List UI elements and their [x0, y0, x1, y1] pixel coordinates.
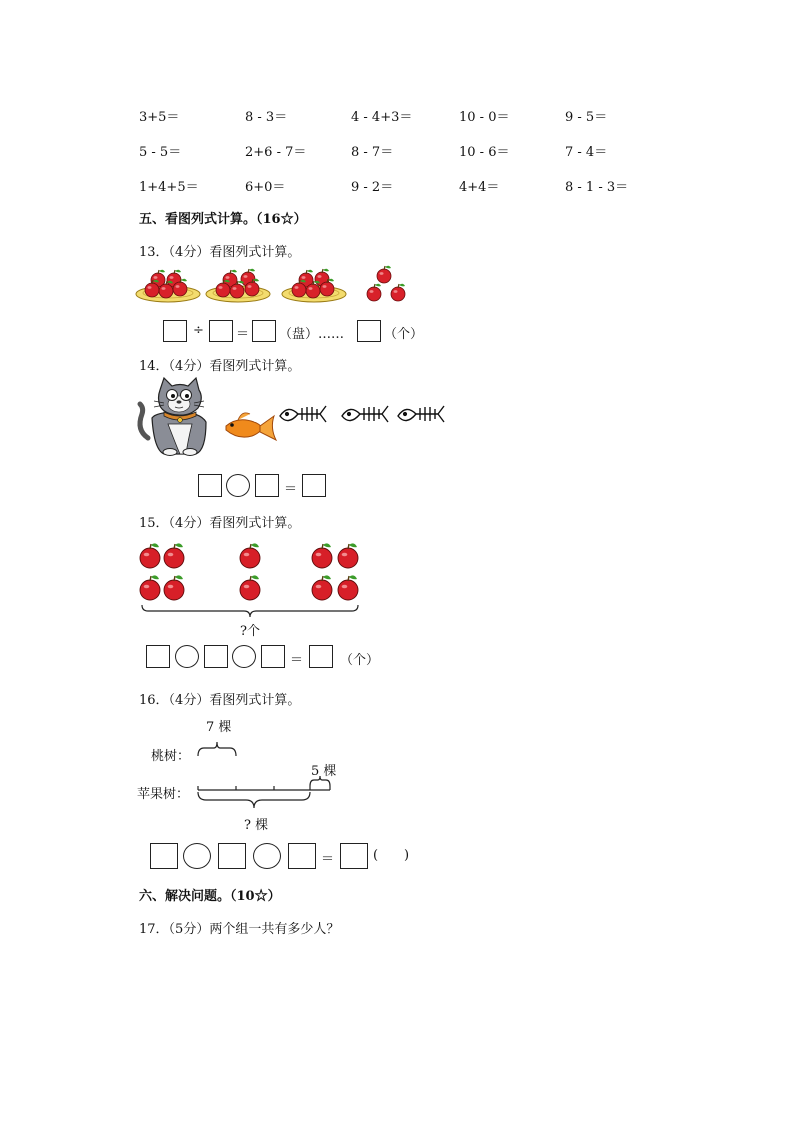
- answer-box[interactable]: [218, 843, 246, 869]
- calc-item: 8 - 1 - 3＝: [565, 180, 629, 195]
- unit-label: （个）: [340, 653, 380, 668]
- calc-item: 6+0＝: [245, 180, 286, 195]
- answer-box[interactable]: [163, 320, 187, 342]
- calc-item: 9 - 5＝: [565, 110, 608, 125]
- equals-sign: ＝: [290, 653, 304, 668]
- question-title: 15．（4分）看图列式计算。: [139, 516, 301, 531]
- calc-item: 9 - 2＝: [351, 180, 394, 195]
- unit-label: （盘）……: [279, 327, 345, 342]
- answer-box[interactable]: [288, 843, 316, 869]
- operator-circle[interactable]: [175, 645, 199, 668]
- equals-sign: ＝: [236, 327, 250, 342]
- brace-label: ?个: [240, 624, 260, 639]
- calc-item: 1+4+5＝: [139, 180, 199, 195]
- answer-box[interactable]: [198, 474, 222, 497]
- unit-close-paren: ): [404, 848, 410, 863]
- tree-line-diagram: [190, 736, 340, 816]
- equals-sign: ＝: [321, 852, 335, 867]
- section-heading: 五、看图列式计算。（16☆）: [139, 212, 307, 227]
- answer-box[interactable]: [209, 320, 233, 342]
- division-sign: ÷: [193, 323, 204, 338]
- calc-item: 2+6 - 7＝: [245, 145, 307, 160]
- operator-circle[interactable]: [232, 645, 256, 668]
- unit-open-paren: (: [373, 848, 379, 863]
- apple-tree-label: 苹果树：: [137, 787, 190, 802]
- answer-box[interactable]: [261, 645, 285, 668]
- calc-item: 10 - 0＝: [459, 110, 510, 125]
- answer-box[interactable]: [255, 474, 279, 497]
- peach-count-label: 7 棵: [206, 720, 232, 735]
- operator-circle[interactable]: [253, 843, 281, 869]
- unit-label: （个）: [384, 327, 424, 342]
- section-heading: 六、解决问题。（10☆）: [139, 889, 281, 904]
- answer-box[interactable]: [150, 843, 178, 869]
- question-title: 17．（5分）两个组一共有多少人？: [139, 922, 340, 937]
- answer-box[interactable]: [309, 645, 333, 668]
- question-title: 16．（4分）看图列式计算。: [139, 693, 301, 708]
- answer-box[interactable]: [146, 645, 170, 668]
- answer-box[interactable]: [252, 320, 276, 342]
- apple-extra-label: 5 棵: [311, 764, 337, 779]
- calc-item: 8 - 7＝: [351, 145, 394, 160]
- calc-item: 5 - 5＝: [139, 145, 182, 160]
- answer-box[interactable]: [302, 474, 326, 497]
- total-label: ? 棵: [244, 818, 269, 833]
- answer-box[interactable]: [357, 320, 381, 342]
- calc-item: 7 - 4＝: [565, 145, 608, 160]
- question-title: 14．（4分）看图列式计算。: [139, 359, 301, 374]
- question-title: 13．（4分）看图列式计算。: [139, 245, 301, 260]
- calc-item: 10 - 6＝: [459, 145, 510, 160]
- calc-item: 4+4＝: [459, 180, 500, 195]
- operator-circle[interactable]: [226, 474, 250, 497]
- answer-box[interactable]: [340, 843, 368, 869]
- equals-sign: ＝: [284, 482, 298, 497]
- calc-item: 4 - 4+3＝: [351, 110, 413, 125]
- calc-item: 3+5＝: [139, 110, 180, 125]
- calc-item: 8 - 3＝: [245, 110, 288, 125]
- peach-tree-label: 桃树：: [151, 749, 191, 764]
- operator-circle[interactable]: [183, 843, 211, 869]
- cat-fish-illustration: [134, 378, 444, 458]
- answer-box[interactable]: [204, 645, 228, 668]
- apple-plates-illustration: [136, 262, 416, 310]
